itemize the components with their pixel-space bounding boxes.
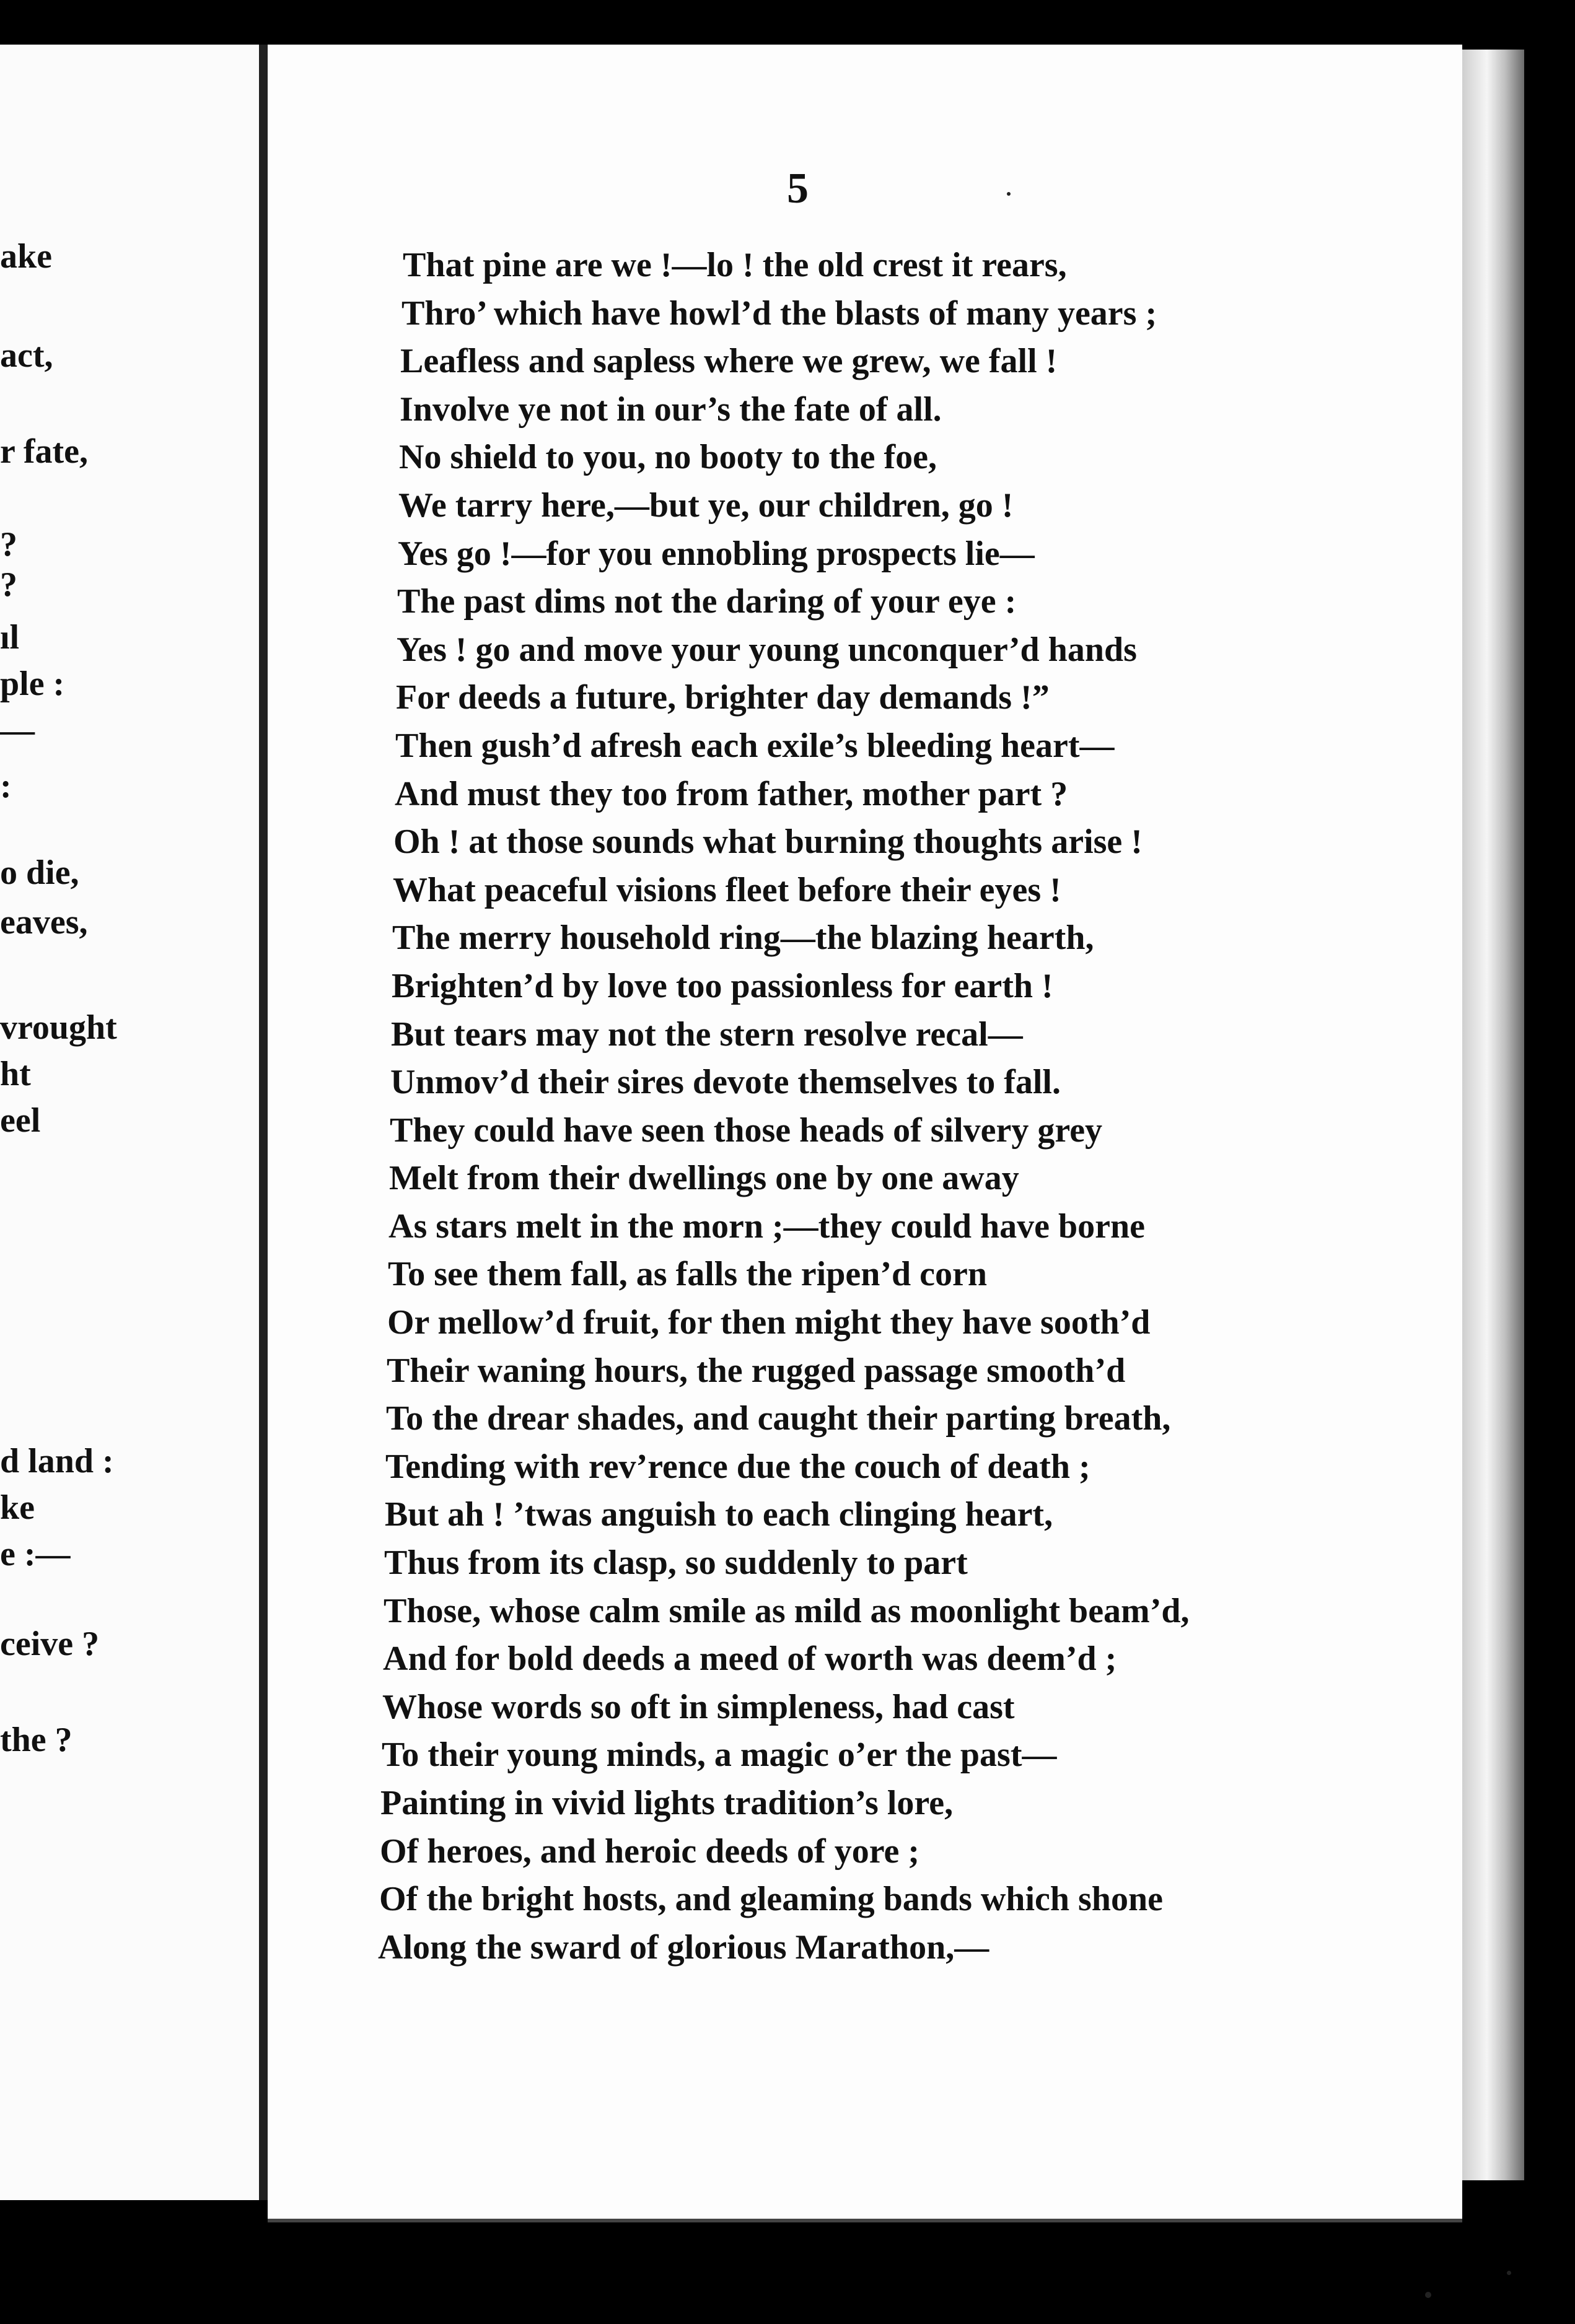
left-page-fragment: vrought: [0, 1008, 117, 1047]
poem-line: For deeds a future, brighter day demands !”: [396, 678, 1050, 717]
poem-line: What peaceful visions fleet before their eyes !: [393, 870, 1061, 909]
poem-line: Leafless and sapless where we grew, we fall !: [400, 342, 1058, 381]
left-page-fragment: ke: [0, 1488, 35, 1527]
poem-line: Melt from their dwellings one by one away: [389, 1159, 1019, 1198]
poem-line: No shield to you, no booty to the foe,: [399, 438, 937, 477]
poem-line: And for bold deeds a meed of worth was deem’d ;: [383, 1640, 1117, 1679]
poem-line: That pine are we !—lo ! the old crest it rears,: [403, 246, 1067, 284]
page-edge-shadow: [1462, 50, 1524, 2180]
left-page-fragment: e :—: [0, 1535, 71, 1573]
poem-line: Yes go !—for you ennobling prospects lie—: [398, 534, 1035, 573]
poem-line: Those, whose calm smile as mild as moonlight beam’d,: [384, 1591, 1190, 1630]
left-page-fragment: d land :: [0, 1442, 114, 1480]
left-page-fragment: the ?: [0, 1721, 72, 1759]
poem-line: Then gush’d afresh each exile’s bleeding heart—: [395, 726, 1115, 765]
poem-line: Unmov’d their sires devote themselves to fall.: [390, 1063, 1061, 1102]
left-page-fragment: act,: [0, 336, 53, 375]
left-page-fragment: :: [0, 767, 12, 805]
left-page-fragment: o die,: [0, 854, 79, 892]
poem-line: To see them fall, as falls the ripen’d corn: [388, 1255, 987, 1294]
left-page-fragment: ?: [0, 566, 17, 604]
poem-line: And must they too from father, mother part ?: [395, 774, 1068, 813]
poem-line: We tarry here,—but ye, our children, go !: [398, 486, 1014, 525]
poem-line: Oh ! at those sounds what burning thoughts arise !: [393, 823, 1143, 862]
page-number: 5: [787, 165, 809, 212]
scan-speck: [1425, 2292, 1431, 2298]
poem-line: Of heroes, and heroic deeds of yore ;: [380, 1832, 920, 1871]
left-page-fragment: r fate,: [0, 432, 88, 471]
poem-line: Along the sward of glorious Marathon,—: [378, 1928, 989, 1967]
poem-line: Of the bright hosts, and gleaming bands which shone: [379, 1880, 1163, 1919]
poem-line: Brighten’d by love too passionless for earth !: [392, 966, 1053, 1005]
poem-line: Yes ! go and move your young unconquer’d hands: [397, 630, 1137, 669]
poem-line: Thro’ which have howl’d the blasts of many years ;: [401, 294, 1157, 333]
left-page: [0, 45, 264, 2200]
left-page-fragment: eel: [0, 1101, 41, 1140]
poem-line: To the drear shades, and caught their parting breath,: [386, 1399, 1171, 1438]
left-page-fragment: ıl: [0, 618, 20, 657]
poem-line: Tending with rev’rence due the couch of death ;: [385, 1447, 1090, 1486]
poem-line: They could have seen those heads of silvery grey: [390, 1111, 1103, 1150]
poem-line: But ah ! ’twas anguish to each clinging heart,: [385, 1495, 1053, 1534]
scan-speck: [1507, 2271, 1511, 2275]
left-page-fragment: ht: [0, 1055, 31, 1093]
left-page-fragment: ake: [0, 237, 52, 276]
poem-line: Thus from its clasp, so suddenly to part: [384, 1544, 968, 1583]
scan-speck: [1007, 192, 1011, 196]
left-page-fragment: ple :: [0, 665, 65, 703]
book-gutter: [259, 45, 268, 2200]
left-page-fragment: —: [0, 711, 35, 749]
left-page-fragment: eaves,: [0, 903, 88, 941]
poem-text: [378, 242, 1431, 1972]
poem-line: Or mellow’d fruit, for then might they have sooth’d: [387, 1303, 1151, 1342]
poem-line: As stars melt in the morn ;—they could have borne: [388, 1207, 1146, 1246]
poem-line: Their waning hours, the rugged passage smooth’d: [387, 1351, 1126, 1390]
poem-line: Whose words so oft in simpleness, had cast: [382, 1687, 1015, 1726]
poem-line: The past dims not the daring of your eye :: [397, 582, 1017, 621]
left-page-fragment: ?: [0, 525, 17, 564]
poem-line: But tears may not the stern resolve recal—: [391, 1015, 1023, 1054]
poem-line: The merry household ring—the blazing hearth,: [392, 919, 1094, 958]
poem-line: Involve ye not in our’s the fate of all.: [400, 390, 942, 429]
poem-line: To their young minds, a magic o’er the past—: [382, 1736, 1057, 1775]
poem-line: Painting in vivid lights tradition’s lore,: [380, 1784, 954, 1822]
left-page-fragment: ceive ?: [0, 1625, 100, 1663]
